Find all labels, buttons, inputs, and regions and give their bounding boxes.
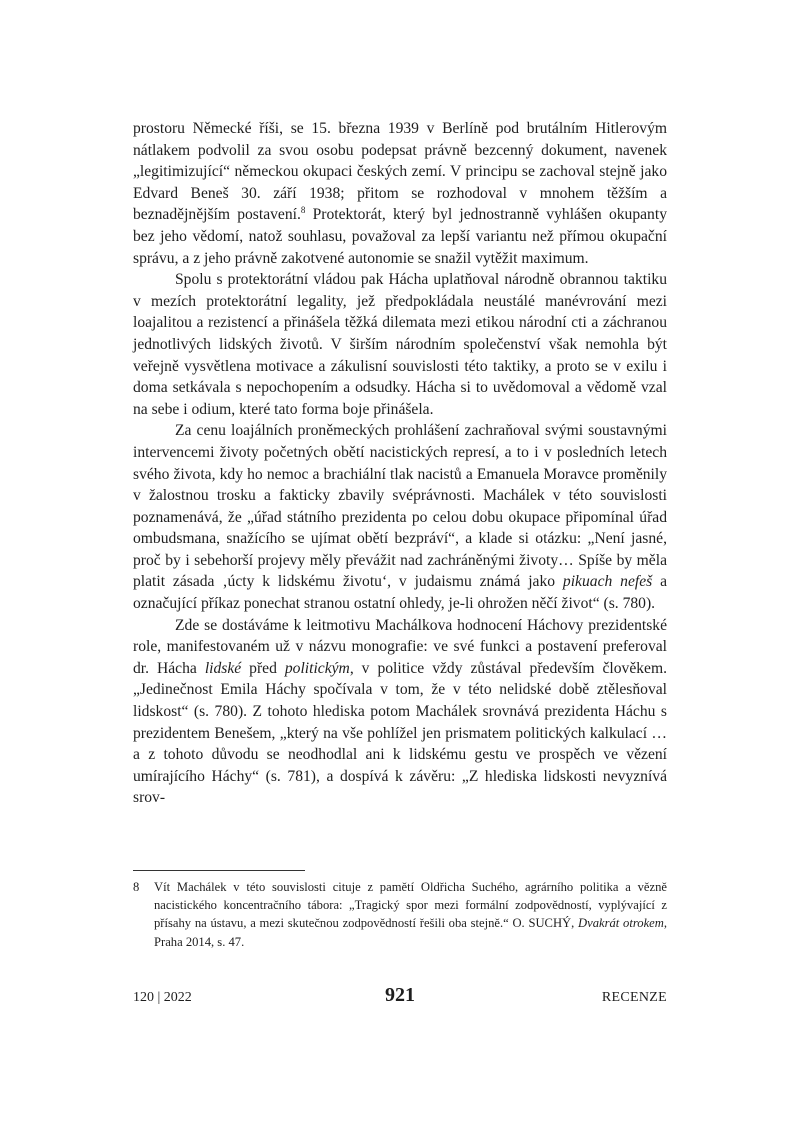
paragraph-1-text-a: prostoru Německé říši, se 15. března 1939 v Berlíně pod brutálním Hitlerovým nátlakem podvolil za svou osobu podepsat právně bezcenný dokument, navenek „legitimizující“ německou okupaci českých zemí. V principu se zachoval stejně jako Edvard Beneš 30. září 1938; přitom se rozhodoval v mnohem těžším a beznadějnějším postavení.: [133, 120, 667, 224]
paragraph-4-text-a: Zde se dostáváme k leitmotivu Machálkova hodnocení Háchovy prezidentské role, manifestovaném už v názvu monografie: ve své funkci a postavení preferoval dr. Hácha: [133, 616, 667, 677]
article-body: [133, 118, 667, 809]
paragraph-3: [133, 420, 667, 614]
footnote-text-b: , Praha 2014, s. 47.: [154, 916, 667, 949]
paragraph-4-italic-politickym: politickým: [284, 659, 350, 677]
paragraph-3-text-b: a označující příkaz ponechat stranou ostatní ohledy, je-li ohrožen něčí život“ (s. 780).: [133, 573, 667, 613]
footer-section: RECENZE: [601, 990, 667, 1005]
paragraph-4: [133, 615, 667, 809]
paragraph-4-text-b: , v politice vždy zůstával především člověkem. „Jedinečnost Emila Háchy spočívala v tom, že v této nelidské době ztělesňoval lidskost“ (s. 780). Z tohoto hlediska potom Machálek srovnává prezidenta Háchu s prezidentem Benešem, „který na vše pohlížel jen prismatem politických kalkulací … a z tohoto důvodu se neodhodlal ani k lidskému gestu ve prospěch ve vězení umírajícího Háchy“ (s. 781), a dospívá k závěru: „Z hlediska lidskosti nevyznívá srov-: [133, 659, 667, 807]
paragraph-3-text-a: Za cenu loajálních proněmeckých prohlášení zachraňoval svými soustavnými intervencemi životy početných obětí nacistických represí, a to i v posledních letech svého života, kdy ho nemoc a brachiální tlak nacistů a Emanuela Moravce proměnily v žalostnou trosku a fakticky zbavily svéprávnosti. Machálek v této souvislosti poznamenává, že „úřad státního prezidenta po celou dobu okupace připomínal úřad ombudsmana, snažícího se ujímat obětí bezpráví“, a klade si otázku: „Není jasné, proč by i sebehorší projevy měly převážit nad zachráněnými životy… Spíše by měla platit zásada ‚úcty k lidskému životu‘, v judaismu známá jako: [133, 422, 667, 591]
paragraph-4-text-mid: před: [241, 659, 285, 677]
paragraph-3-italic-term: pikuach nefeš: [562, 573, 653, 591]
paragraph-4-italic-lidske: lidské: [204, 659, 242, 677]
footnote-divider: [133, 870, 305, 871]
footer-issue: 120 | 2022: [133, 990, 192, 1005]
footnote-text: [154, 878, 667, 951]
page-number: 921: [385, 984, 415, 1006]
page-footer: [133, 984, 667, 1008]
paragraph-1: [133, 118, 667, 269]
footnote-number: 8: [133, 880, 140, 894]
footnote-8: [133, 878, 667, 951]
footnote-text-a: Vít Machálek v této souvislosti cituje z pamětí Oldřicha Suchého, agrárního politika a vězně nacistického koncentračního tábora: „Tragický spor mezi formální zodpovědností, vyplývající z přísahy na ústavu, a mezi skutečnou zodpovědností řešili oba stejně.“ O. SUCHÝ,: [154, 880, 667, 931]
footnote-reference-8[interactable]: 8: [300, 205, 306, 216]
footnote-book-title: Dvakrát otrokem: [578, 916, 664, 931]
paragraph-2: Spolu s protektorátní vládou pak Hácha uplatňoval národně obrannou taktiku v mezích protektorátní legality, jež předpokládala neustálé manévrování mezi loajalitou a rezistencí a přinášela těžká dilemata mezi etikou národní cti a záchranou jednotlivých lidských životů. V širším národním společenství však nemohla být veřejně vysvětlena motivace a zákulisní souvislosti této taktiky, a proto se v exilu i doma setkávala s nepochopením a odsudky. Hácha si to uvědomoval a vědomě vzal na sebe i odium, které tato forma boje přinášela.: [133, 271, 667, 418]
paragraph-1-text-b: Protektorát, který byl jednostranně vyhlášen okupanty bez jeho vědomí, natož souhlasu, považoval za lepší variantu než přímou okupační správu, a z jeho právně zakotvené autonomie se snažil vytěžit maximum.: [133, 206, 667, 267]
